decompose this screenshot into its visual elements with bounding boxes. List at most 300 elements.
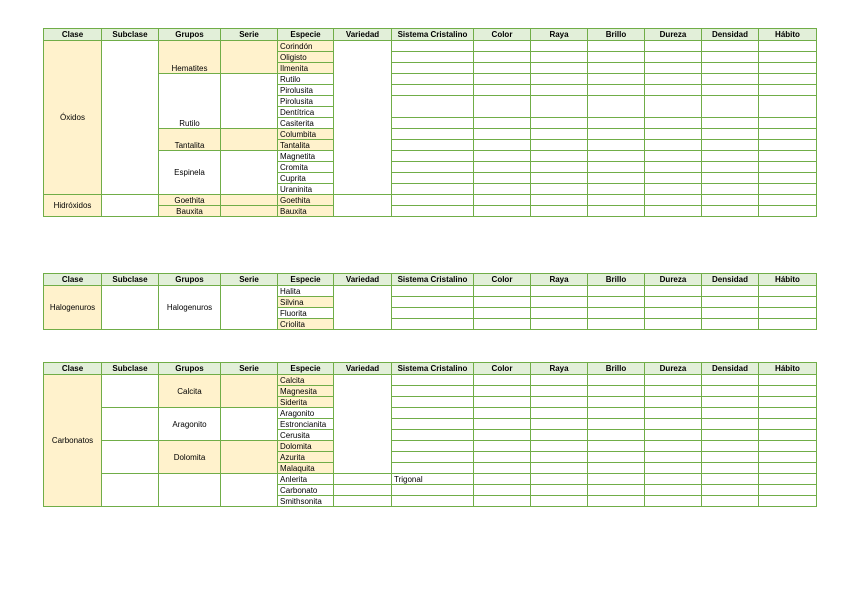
empty-cell: [334, 485, 392, 496]
header-especie: Especie: [278, 363, 334, 375]
empty-cell: [588, 485, 645, 496]
clase-cell: Carbonatos: [44, 375, 102, 507]
empty-cell: [531, 308, 588, 319]
header-serie: Serie: [221, 274, 278, 286]
empty-cell: [759, 485, 817, 496]
variedad-cell: [334, 41, 392, 195]
empty-cell: [392, 408, 474, 419]
empty-cell: [702, 162, 759, 173]
empty-cell: [531, 463, 588, 474]
subclase-cell: [102, 41, 159, 195]
empty-cell: [392, 74, 474, 85]
header-color: Color: [474, 29, 531, 41]
empty-cell: [392, 173, 474, 184]
grupo-cell: Bauxita: [159, 206, 221, 217]
halogenuros-table: [43, 273, 817, 330]
empty-cell: [645, 85, 702, 96]
empty-cell: [759, 474, 817, 485]
empty-cell: [531, 386, 588, 397]
header-dureza: Dureza: [645, 274, 702, 286]
empty-cell: [392, 162, 474, 173]
empty-cell: [531, 206, 588, 217]
empty-cell: [759, 74, 817, 85]
empty-cell: [702, 206, 759, 217]
header-clase: Clase: [44, 29, 102, 41]
especie-cell: Estroncianita: [278, 419, 334, 430]
especie-cell: Dolomita: [278, 441, 334, 452]
header-raya: Raya: [531, 363, 588, 375]
empty-cell: [702, 52, 759, 63]
empty-cell: [645, 441, 702, 452]
empty-cell: [392, 397, 474, 408]
empty-cell: [474, 52, 531, 63]
empty-cell: [531, 41, 588, 52]
empty-cell: [645, 129, 702, 140]
empty-cell: [474, 286, 531, 297]
empty-cell: [702, 140, 759, 151]
header-densidad: Densidad: [702, 363, 759, 375]
especie-cell: Rutilo: [278, 74, 334, 85]
empty-cell: [759, 129, 817, 140]
header-brillo: Brillo: [588, 274, 645, 286]
empty-cell: [392, 419, 474, 430]
empty-cell: [531, 408, 588, 419]
especie-cell: Aragonito: [278, 408, 334, 419]
empty-cell: [759, 162, 817, 173]
empty-cell: [588, 286, 645, 297]
empty-cell: [759, 41, 817, 52]
empty-cell: [392, 308, 474, 319]
especie-cell: Magnesita: [278, 386, 334, 397]
empty-cell: [474, 452, 531, 463]
empty-cell: [645, 286, 702, 297]
grupo-cell: Goethita: [159, 195, 221, 206]
empty-cell: [588, 441, 645, 452]
empty-cell: [645, 118, 702, 129]
table-row: [44, 375, 817, 386]
empty-cell: [702, 408, 759, 419]
empty-cell: [392, 375, 474, 386]
serie-cell: [221, 195, 278, 206]
header-raya: Raya: [531, 274, 588, 286]
table-row: [44, 74, 817, 85]
empty-cell: [392, 151, 474, 162]
empty-cell: [702, 297, 759, 308]
empty-cell: [759, 286, 817, 297]
empty-cell: [531, 297, 588, 308]
empty-cell: [645, 452, 702, 463]
empty-cell: [759, 96, 817, 118]
empty-cell: [588, 41, 645, 52]
empty-cell: [588, 496, 645, 507]
especie-cell: Silvina: [278, 297, 334, 308]
empty-cell: [645, 151, 702, 162]
empty-cell: [392, 96, 474, 118]
header-serie: Serie: [221, 363, 278, 375]
especie-cell: Corindón: [278, 41, 334, 52]
grupo-cell: Rutilo: [159, 74, 221, 129]
clase-cell: Óxidos: [44, 41, 102, 195]
empty-cell: [474, 308, 531, 319]
oxidos-table: [43, 28, 817, 217]
empty-cell: [474, 397, 531, 408]
header-sistema: Sistema Cristalino: [392, 363, 474, 375]
header-serie: Serie: [221, 29, 278, 41]
empty-cell: [531, 74, 588, 85]
empty-cell: [759, 206, 817, 217]
especie-cell: Bauxita: [278, 206, 334, 217]
header-dureza: Dureza: [645, 363, 702, 375]
empty-cell: [645, 375, 702, 386]
empty-cell: [588, 74, 645, 85]
empty-cell: [392, 319, 474, 330]
empty-cell: [588, 162, 645, 173]
empty-cell: [645, 162, 702, 173]
empty-cell: [474, 162, 531, 173]
empty-cell: [474, 118, 531, 129]
empty-cell: [474, 63, 531, 74]
empty-cell: [531, 96, 588, 118]
header-habito: Hábito: [759, 29, 817, 41]
empty-cell: [702, 118, 759, 129]
empty-cell: [474, 319, 531, 330]
empty-cell: [474, 386, 531, 397]
empty-cell: [702, 430, 759, 441]
empty-cell: [759, 308, 817, 319]
grupo-cell: Tantalita: [159, 129, 221, 151]
empty-cell: [474, 74, 531, 85]
empty-cell: [645, 41, 702, 52]
empty-cell: [759, 63, 817, 74]
especie-cell: Smithsonita: [278, 496, 334, 507]
variedad-cell: [334, 286, 392, 330]
carbonatos-table: [43, 362, 817, 507]
empty-cell: [645, 297, 702, 308]
empty-cell: [702, 463, 759, 474]
serie-cell: [221, 408, 278, 441]
empty-cell: [702, 452, 759, 463]
empty-cell: [645, 463, 702, 474]
header-densidad: Densidad: [702, 274, 759, 286]
header-subclase: Subclase: [102, 363, 159, 375]
empty-cell: [531, 375, 588, 386]
empty-cell: [531, 441, 588, 452]
especie-cell: Anlerita: [278, 474, 334, 485]
empty-cell: [588, 386, 645, 397]
empty-cell: [702, 441, 759, 452]
empty-cell: [474, 184, 531, 195]
empty-cell: [588, 206, 645, 217]
empty-cell: [531, 496, 588, 507]
empty-cell: [759, 408, 817, 419]
header-grupos: Grupos: [159, 274, 221, 286]
empty-cell: [759, 85, 817, 96]
empty-cell: [392, 496, 474, 507]
empty-cell: [702, 173, 759, 184]
empty-cell: [588, 140, 645, 151]
empty-cell: [588, 129, 645, 140]
empty-cell: [531, 52, 588, 63]
empty-cell: [702, 496, 759, 507]
empty-cell: [588, 419, 645, 430]
empty-cell: [759, 151, 817, 162]
empty-cell: [474, 408, 531, 419]
empty-cell: [588, 85, 645, 96]
empty-cell: [588, 452, 645, 463]
subclase-cell: [102, 375, 159, 408]
subclase-cell: [102, 441, 159, 474]
empty-cell: [759, 319, 817, 330]
especie-cell: Uraninita: [278, 184, 334, 195]
empty-cell: [702, 308, 759, 319]
empty-cell: [474, 151, 531, 162]
empty-cell: [702, 375, 759, 386]
empty-cell: [702, 397, 759, 408]
empty-cell: [645, 308, 702, 319]
empty-cell: [474, 419, 531, 430]
especie-cell: Casiterita: [278, 118, 334, 129]
empty-cell: [588, 184, 645, 195]
empty-cell: [645, 195, 702, 206]
variedad-cell: [334, 195, 392, 217]
empty-cell: [759, 463, 817, 474]
empty-cell: [392, 129, 474, 140]
empty-cell: [588, 118, 645, 129]
empty-cell: [474, 85, 531, 96]
header-brillo: Brillo: [588, 29, 645, 41]
empty-cell: [702, 286, 759, 297]
header-habito: Hábito: [759, 363, 817, 375]
empty-cell: [531, 118, 588, 129]
empty-cell: [702, 63, 759, 74]
empty-cell: [474, 129, 531, 140]
empty-cell: [588, 151, 645, 162]
especie-cell: Oligisto: [278, 52, 334, 63]
variedad-cell: [334, 375, 392, 474]
empty-cell: [531, 173, 588, 184]
empty-cell: [759, 452, 817, 463]
header-clase: Clase: [44, 274, 102, 286]
empty-cell: [392, 286, 474, 297]
header-grupos: Grupos: [159, 29, 221, 41]
table-row: [44, 474, 817, 485]
header-clase: Clase: [44, 363, 102, 375]
empty-cell: [702, 74, 759, 85]
subclase-cell: [102, 474, 159, 507]
subclase-cell: [102, 195, 159, 217]
empty-cell: [392, 41, 474, 52]
empty-cell: [702, 195, 759, 206]
empty-cell: [474, 441, 531, 452]
empty-cell: [334, 496, 392, 507]
empty-cell: [702, 96, 759, 118]
empty-cell: [702, 85, 759, 96]
empty-cell: [759, 173, 817, 184]
especie-cell: Pirolusita: [278, 85, 334, 96]
empty-cell: [645, 206, 702, 217]
empty-cell: [702, 129, 759, 140]
empty-cell: [645, 173, 702, 184]
empty-cell: [392, 184, 474, 195]
empty-cell: [702, 485, 759, 496]
grupo-cell: Espinela: [159, 151, 221, 195]
empty-cell: [392, 85, 474, 96]
empty-cell: [588, 195, 645, 206]
serie-cell: [221, 129, 278, 151]
especie-cell: Malaquita: [278, 463, 334, 474]
empty-cell: [645, 140, 702, 151]
especie-cell: Cromita: [278, 162, 334, 173]
especie-cell: Cuprita: [278, 173, 334, 184]
empty-cell: [531, 474, 588, 485]
header-row: [44, 363, 817, 375]
header-especie: Especie: [278, 274, 334, 286]
empty-cell: [531, 129, 588, 140]
empty-cell: [392, 140, 474, 151]
header-row: [44, 274, 817, 286]
empty-cell: [531, 452, 588, 463]
header-variedad: Variedad: [334, 274, 392, 286]
empty-cell: [759, 195, 817, 206]
empty-cell: [392, 452, 474, 463]
empty-cell: [702, 184, 759, 195]
header-sistema: Sistema Cristalino: [392, 29, 474, 41]
especie-cell: Criolita: [278, 319, 334, 330]
empty-cell: [702, 151, 759, 162]
especie-cell: Carbonato: [278, 485, 334, 496]
subclase-cell: [102, 286, 159, 330]
empty-cell: [645, 496, 702, 507]
especie-cell: Ilmenita: [278, 63, 334, 74]
empty-cell: [702, 319, 759, 330]
header-subclase: Subclase: [102, 29, 159, 41]
empty-cell: [588, 319, 645, 330]
empty-cell: [531, 430, 588, 441]
empty-cell: [759, 430, 817, 441]
table-row: [44, 129, 817, 140]
header-color: Color: [474, 274, 531, 286]
empty-cell: [588, 397, 645, 408]
clase-cell: Halogenuros: [44, 286, 102, 330]
especie-cell: Pirolusita: [278, 96, 334, 107]
empty-cell: [588, 375, 645, 386]
empty-cell: [588, 430, 645, 441]
empty-cell: [474, 496, 531, 507]
especie-cell: Goethita: [278, 195, 334, 206]
subclase-cell: [102, 408, 159, 441]
table-row: [44, 441, 817, 452]
empty-cell: [759, 52, 817, 63]
empty-cell: [392, 386, 474, 397]
empty-cell: [588, 173, 645, 184]
empty-cell: [645, 74, 702, 85]
empty-cell: [474, 463, 531, 474]
header-sistema: Sistema Cristalino: [392, 274, 474, 286]
empty-cell: [531, 319, 588, 330]
empty-cell: [392, 297, 474, 308]
empty-cell: [392, 430, 474, 441]
especie-cell: Fluorita: [278, 308, 334, 319]
empty-cell: [588, 474, 645, 485]
empty-cell: [392, 118, 474, 129]
empty-cell: [531, 419, 588, 430]
empty-cell: [531, 85, 588, 96]
grupo-cell: Aragonito: [159, 408, 221, 441]
grupo-cell: Halogenuros: [159, 286, 221, 330]
sistema-cell: Trigonal: [392, 474, 474, 485]
empty-cell: [645, 397, 702, 408]
empty-cell: [474, 96, 531, 118]
empty-cell: [759, 118, 817, 129]
empty-cell: [474, 474, 531, 485]
empty-cell: [645, 96, 702, 118]
variedad-cell: [334, 474, 392, 485]
empty-cell: [759, 184, 817, 195]
empty-cell: [645, 319, 702, 330]
empty-cell: [474, 297, 531, 308]
empty-cell: [474, 195, 531, 206]
empty-cell: [474, 430, 531, 441]
empty-cell: [392, 463, 474, 474]
especie-cell: Azurita: [278, 452, 334, 463]
serie-cell: [221, 41, 278, 74]
empty-cell: [474, 173, 531, 184]
clase-cell: Hidróxidos: [44, 195, 102, 217]
empty-cell: [759, 297, 817, 308]
empty-cell: [759, 386, 817, 397]
empty-cell: [474, 140, 531, 151]
header-variedad: Variedad: [334, 29, 392, 41]
serie-cell: [221, 206, 278, 217]
empty-cell: [645, 63, 702, 74]
especie-cell: Calcita: [278, 375, 334, 386]
table-row: [44, 286, 817, 297]
empty-cell: [531, 140, 588, 151]
header-subclase: Subclase: [102, 274, 159, 286]
empty-cell: [645, 474, 702, 485]
empty-cell: [588, 63, 645, 74]
empty-cell: [759, 397, 817, 408]
empty-cell: [702, 41, 759, 52]
table-row: [44, 408, 817, 419]
serie-cell: [221, 375, 278, 408]
empty-cell: [588, 408, 645, 419]
empty-cell: [531, 151, 588, 162]
header-variedad: Variedad: [334, 363, 392, 375]
especie-cell: Magnetita: [278, 151, 334, 162]
especie-cell: Siderita: [278, 397, 334, 408]
header-densidad: Densidad: [702, 29, 759, 41]
table-row: [44, 151, 817, 162]
empty-cell: [392, 441, 474, 452]
empty-cell: [531, 397, 588, 408]
header-grupos: Grupos: [159, 363, 221, 375]
header-habito: Hábito: [759, 274, 817, 286]
empty-cell: [392, 206, 474, 217]
empty-cell: [645, 485, 702, 496]
header-especie: Especie: [278, 29, 334, 41]
empty-cell: [645, 386, 702, 397]
empty-cell: [474, 206, 531, 217]
grupo-cell: Calcita: [159, 375, 221, 408]
grupo-cell: [159, 474, 221, 507]
serie-cell: [221, 151, 278, 195]
empty-cell: [588, 96, 645, 118]
empty-cell: [474, 375, 531, 386]
header-brillo: Brillo: [588, 363, 645, 375]
empty-cell: [588, 463, 645, 474]
grupo-cell: Hematites: [159, 41, 221, 74]
